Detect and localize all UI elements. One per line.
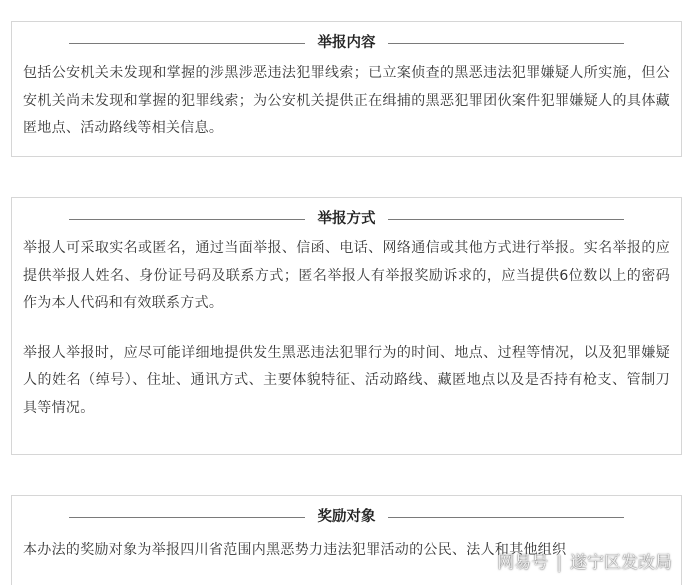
section-paragraph: 本办法的奖励对象为举报四川省范围内黑恶势力违法犯罪活动的公民、法人和其他组织 [23, 542, 567, 558]
section-header [12, 32, 681, 54]
section-report-content [11, 21, 682, 157]
section-header [12, 208, 681, 230]
section-title: 奖励对象 [317, 509, 376, 525]
section-report-method [11, 197, 682, 455]
section-paragraph: 举报人举报时，应尽可能详细地提供发生黑恶违法犯罪行为的时间、地点、过程等情况，以及犯罪嫌疑人的姓名（绰号）、住址、通讯方式、主要体貌特征、活动路线、藏匿地点以及是否持有枪支、管制刀具等情况。 [23, 344, 670, 416]
section-header [12, 506, 681, 528]
section-paragraph: 举报人可采取实名或匿名，通过当面举报、信函、电话、网络通信或其他方式进行举报。实名举报的应提供举报人姓名、身份证号码及联系方式；匿名举报人有举报奖励诉求的，应当提供6位数以上的密码作为本人代码和有效联系方式。 [23, 240, 670, 311]
title-divider-right [388, 219, 624, 220]
watermark-author: 遂宁区发改局 [570, 553, 672, 573]
title-divider-right [388, 43, 624, 44]
watermark-platform: 网易号 [497, 553, 549, 573]
title-divider-right [388, 517, 624, 518]
section-title: 举报方式 [317, 211, 376, 227]
watermark [497, 548, 672, 573]
section-title: 举报内容 [317, 35, 376, 51]
section-paragraph: 包括公安机关未发现和掌握的涉黑涉恶违法犯罪线索；已立案侦查的黑恶违法犯罪嫌疑人所实施，但公安机关尚未发现和掌握的犯罪线索；为公安机关提供正在缉捕的黑恶犯罪团伙案件犯罪嫌疑人的具体藏匿地点、活动路线等相关信息。 [23, 65, 670, 136]
watermark-separator: | [556, 553, 562, 573]
